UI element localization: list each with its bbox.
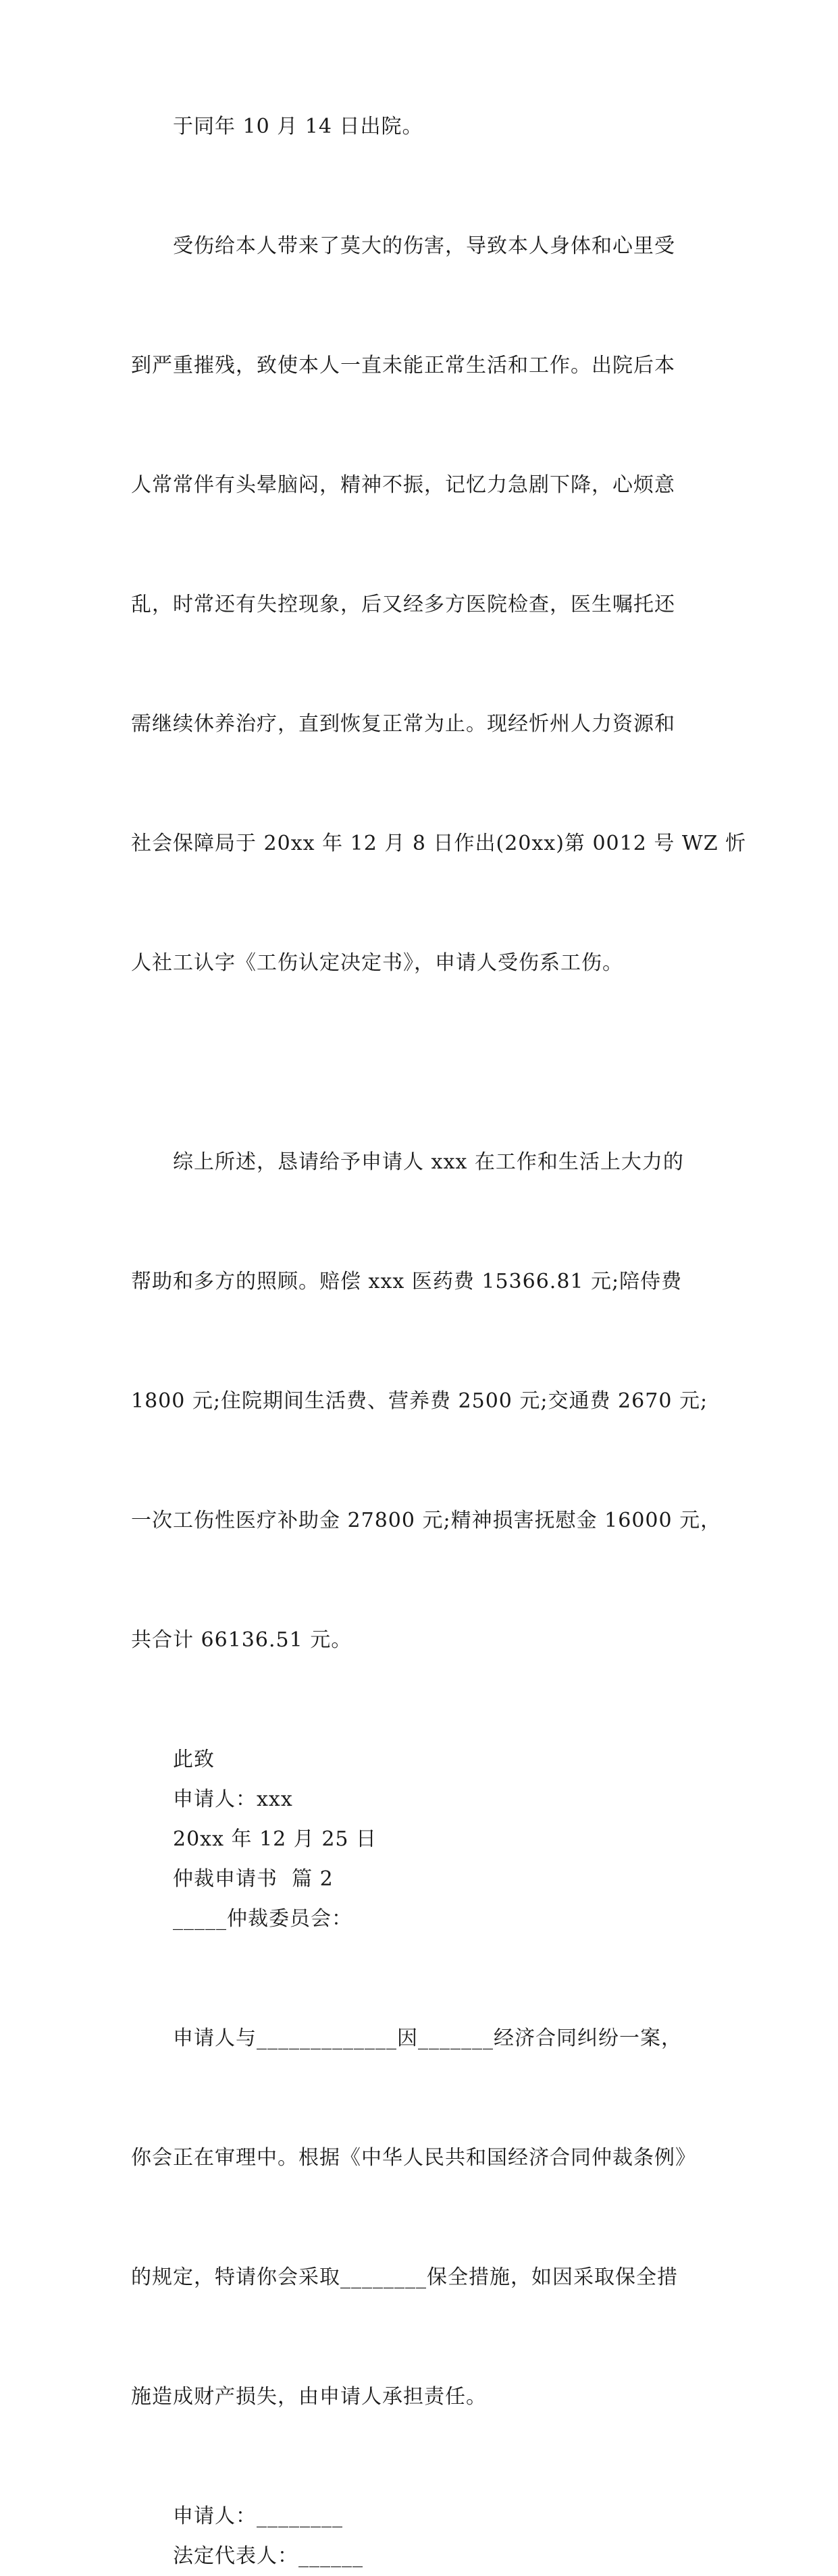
text-line: 社会保障局于 20xx 年 12 月 8 日作出(20xx)第 0012 号 WZ 忻 [131, 832, 747, 855]
document-date: 20xx 年 12 月 25 日 [173, 1827, 377, 1851]
legal-representative-blank: 法定代表人：______ [173, 2544, 363, 2568]
text-line: 综上所述，恳请给予申请人 xxx 在工作和生活上大力的 [173, 1150, 684, 1174]
text-line: 需继续休养治疗，直到恢复正常为止。现经忻州人力资源和 [131, 712, 675, 736]
text-line: 1800 元;住院期间生活费、营养费 2500 元;交通费 2670 元; [131, 1389, 708, 1413]
paragraph-compensation-claim [131, 1063, 722, 1740]
applicant-signature: 申请人：xxx [173, 1788, 293, 1811]
text-line: 施造成财产损失，由申请人承担责任。 [131, 2385, 487, 2409]
text-line: 一次工伤性医疗补助金 27800 元;精神损害抚慰金 16000 元， [131, 1509, 722, 1532]
text-line: 受伤给本人带来了莫大的伤害，导致本人身体和心里受 [173, 234, 675, 258]
text-line: 申请人与_____________因_______经济合同纠纷一案， [173, 2027, 682, 2050]
document-body [131, 107, 747, 2576]
text-line: 共合计 66136.51 元。 [131, 1628, 352, 1652]
text-line: 人常常伴有头晕脑闷，精神不振，记忆力急剧下降，心烦意 [131, 473, 675, 497]
text-line: 的规定，特请你会采取________保全措施，如因采取保全措 [131, 2265, 678, 2289]
text-line: 到严重摧残，致使本人一直未能正常生活和工作。出院后本 [131, 354, 675, 377]
section-title: 仲裁申请书 篇 2 [173, 1867, 334, 1891]
paragraph-discharge: 于同年 10 月 14 日出院。 [173, 115, 423, 138]
text-line: 人社工认字《工伤认定决定书》，申请人受伤系工伤。 [131, 951, 623, 975]
applicant-blank: 申请人：________ [173, 2504, 343, 2528]
text-line: 帮助和多方的照顾。赔偿 xxx 医药费 15366.81 元;陪侍费 [131, 1270, 683, 1293]
text-line: 乱，时常还有失控现象，后又经多方医院检查，医生嘱托还 [131, 593, 675, 616]
paragraph-injury-description [131, 146, 747, 1063]
closing-salutation: 此致 [173, 1748, 215, 1771]
text-line: 你会正在审理中。根据《中华人民共和国经济合同仲裁条例》 [131, 2146, 696, 2170]
addressee: _____仲裁委员会： [173, 1907, 352, 1931]
paragraph-preservation-request [131, 1939, 712, 2496]
